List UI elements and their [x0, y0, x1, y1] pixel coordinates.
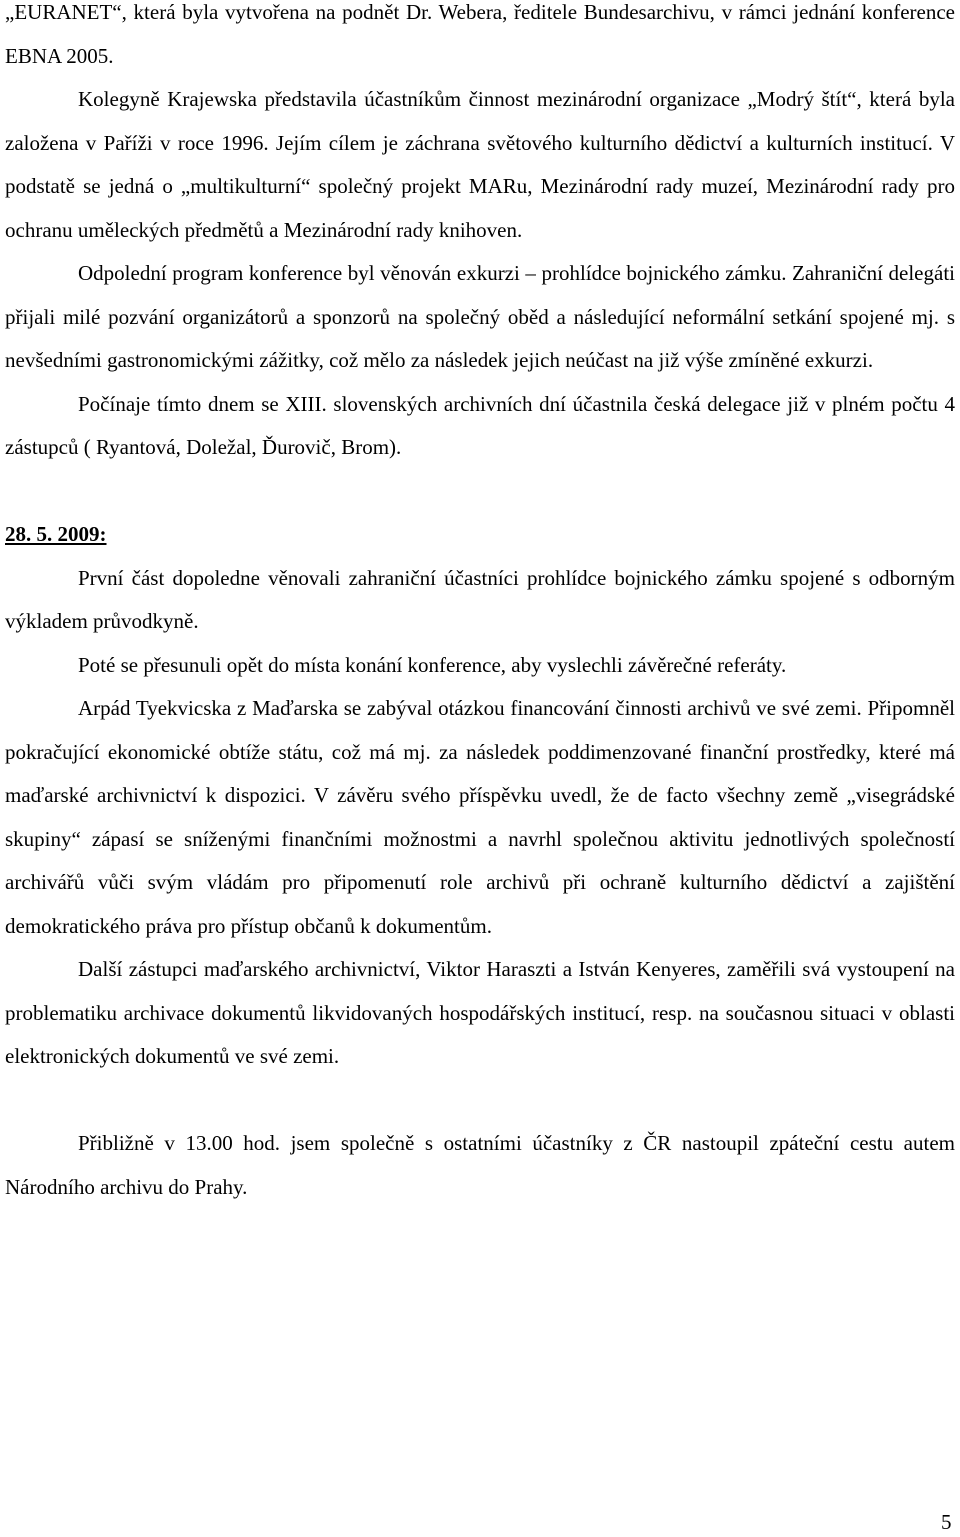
date-heading: 28. 5. 2009: [5, 522, 107, 546]
paragraph-final-reports: Poté se přesunuli opět do místa konání konference, aby vyslechli závěrečné referáty. [78, 652, 787, 677]
paragraph-tyekvicska: Arpád Tyekvicska z Maďarska se zabýval otázkou financování činnosti archivů ve své zemi. Připomněl pokračující ekonomické obtíže státu, což má mj. za následek poddimenzované finanční prostředky, které má maďarské archivnictví k dispozici. V závěru svého příspěvku uvedl, že de facto všechny země „visegrádské skupiny“ zápasí se sníženými finančními možnostmi a navrhl společnou aktivitu jednotlivých společností archivářů vůči svým vládám pro připomenutí role archivů při ochraně kulturního dědictví a zajištění demokratického práva pro přístup občanů k dokumentům. [5, 696, 955, 938]
paragraph-blue-shield: Kolegyně Krajewska představila účastníkům činnost mezinárodní organizace „Modrý štít“, která byla založena v Paříži v roce 1996. Jejím cílem je záchrana světového kulturního dědictví a kulturních institucí. V podstatě se jedná o „multikulturní“ společný projekt MARu, Mezinárodní rady muzeí, Mezinárodní rady pro ochranu uměleckých předmětů a Mezinárodní rady knihoven. [5, 87, 955, 242]
paragraph-euranet: „EURANET“, která byla vytvořena na podnět Dr. Webera, ředitele Bundesarchivu, v rámci jednání konference EBNA 2005. [5, 0, 955, 68]
paragraph-czech-delegation: Počínaje tímto dnem se XIII. slovenských archivních dní účastnila česká delegace již v plném počtu 4 zástupců ( Ryantová, Doležal, Ďurovič, Brom). [5, 391, 955, 459]
page-number: 5 [941, 1510, 952, 1534]
document-page [5, 0, 955, 1209]
paragraph-castle-tour: První část dopoledne věnovali zahraniční účastníci prohlídce bojnického zámku spojené s odborným výkladem průvodkyně. [5, 565, 955, 633]
paragraph-afternoon-program: Odpolední program konference byl věnován exkurzi – prohlídce bojnického zámku. Zahraniční delegáti přijali milé pozvání organizátorů a sponzorů na společný oběd a následující neformální setkání spojené mj. s nevšedními gastronomickými zážitky, což mělo za následek jejich neúčast na již výše zmíněné exkurzi. [5, 261, 955, 372]
paragraph-return-trip: Přibližně v 13.00 hod. jsem společně s ostatními účastníky z ČR nastoupil zpáteční cestu autem Národního archivu do Prahy. [5, 1131, 955, 1199]
paragraph-hungarian-archivists: Další zástupci maďarského archivnictví, Viktor Haraszti a István Kenyeres, zaměřili svá vystoupení na problematiku archivace dokumentů likvidovaných hospodářských institucí, resp. na současnou situaci v oblasti elektronických dokumentů ve své zemi. [5, 957, 955, 1068]
